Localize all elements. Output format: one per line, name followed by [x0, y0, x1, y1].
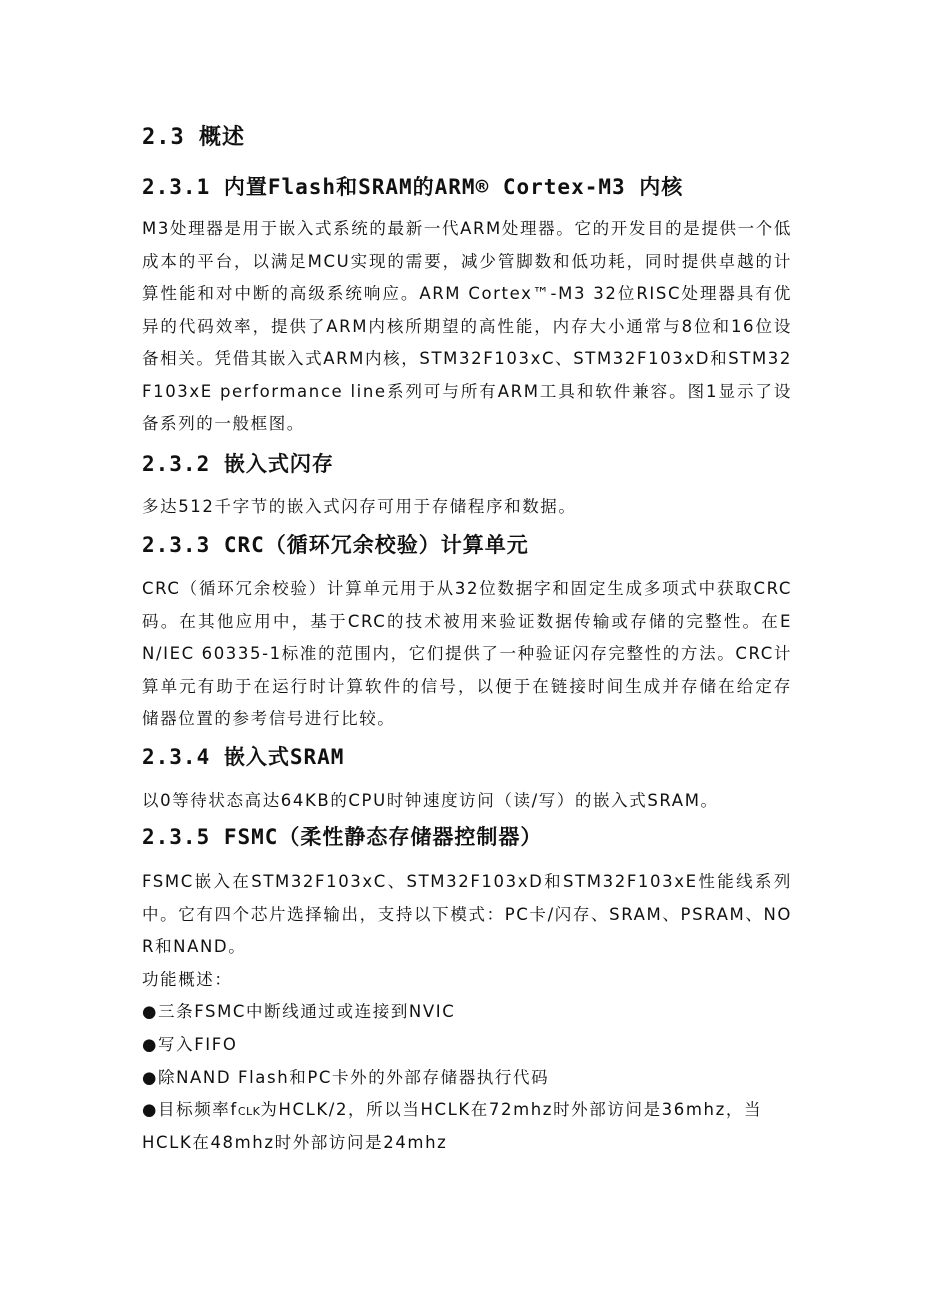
section-2-3-1-body: M3处理器是用于嵌入式系统的最新一代ARM处理器。它的开发目的是提供一个低成本的平台，以满足MCU实现的需要，减少管脚数和低功耗，同时提供卓越的计算性能和对中断的高级系统响应。ARM Cortex™-M3 32位RISC处理器具有优异的代码效率，提供了ARM内核所期望的高性能，内存大小通常与8位和16位设备相关。凭借其嵌入式ARM内核，STM32F103xC、STM32F103xD和STM32F103xE performance line系列可与所有ARM工具和软件兼容。图1显示了设备系列的一般框图。 [142, 219, 793, 433]
feature-item-4-prefix: ●目标频率f [142, 1100, 238, 1119]
section-2-3-5-body: FSMC嵌入在STM32F103xC、STM32F103xD和STM32F103xE性能线系列中。它有四个芯片选择输出，支持以下模式：PC卡/闪存、SRAM、PSRAM、NOR和NAND。 [142, 872, 792, 956]
feature-item-4-rest: 为HCLK/2，所以当HCLK在72mhz时外部访问是36mhz，当 [260, 1100, 763, 1119]
section-2-3-title: 2.3 概述 [142, 125, 245, 150]
section-2-3-2-body: 多达512千字节的嵌入式闪存可用于存储程序和数据。 [142, 497, 577, 516]
feature-item-4 [142, 1097, 762, 1125]
section-2-3-2-title: 2.3.2 嵌入式闪存 [142, 452, 334, 476]
section-2-3-3-title: 2.3.3 CRC（循环冗余校验）计算单元 [142, 533, 529, 557]
feature-item-4-continued: HCLK在48mhz时外部访问是24mhz [142, 1133, 448, 1152]
feature-item-4-subscript: CLK [237, 1105, 261, 1118]
section-2-3-1-title: 2.3.1 内置Flash和SRAM的ARM® Cortex-M3 内核 [142, 175, 684, 199]
feature-item-1: ●三条FSMC中断线通过或连接到NVIC [142, 1002, 456, 1021]
features-label: 功能概述： [142, 970, 233, 989]
section-2-3-3-body: CRC（循环冗余校验）计算单元用于从32位数据字和固定生成多项式中获取CRC码。在其他应用中，基于CRC的技术被用来验证数据传输或存储的完整性。在EN/IEC 60335-1标准的范围内，它们提供了一种验证闪存完整性的方法。CRC计算单元有助于在运行时计算软件的信号，以便于在链接时间生成并存储在给定存储器位置的参考信号进行比较。 [142, 579, 792, 728]
feature-item-3: ●除NAND Flash和PC卡外的外部存储器执行代码 [142, 1068, 550, 1087]
section-2-3-5-title: 2.3.5 FSMC（柔性静态存储器控制器） [142, 825, 543, 849]
feature-item-2: ●写入FIFO [142, 1035, 238, 1054]
section-2-3-4-title: 2.3.4 嵌入式SRAM [142, 745, 345, 769]
section-2-3-4-body: 以0等待状态高达64KB的CPU时钟速度访问（读/写）的嵌入式SRAM。 [142, 791, 719, 810]
